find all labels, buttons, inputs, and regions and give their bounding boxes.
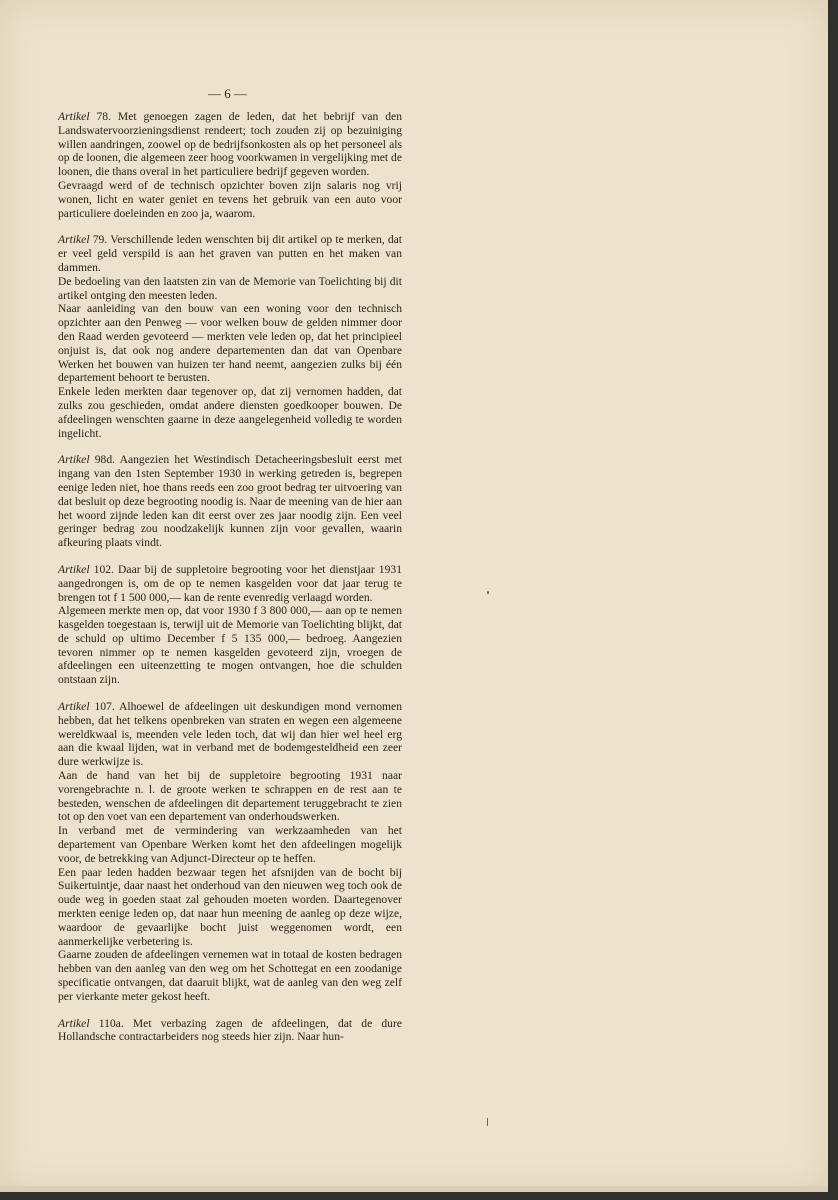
article-102-paragraph-2: Algemeen merkte men op, dat voor 1930 f 3 800 000,— aan op te nemen kasgelden toegestaan is, terwijl uit de Memorie van Toelichting blijkt, dat de schuld op ultimo December f 5 135 000,— bedroeg. Aangezien tevoren nimmer op te nemen kasgelden gevoteerd zijn, vroegen de afdeelingen een uiteenzetting te mogen ontvangen, hoe die schulden ontstaan zijn. xyxy=(58,604,402,687)
article-107-paragraph-3: In verband met de vermindering van werkzaamheden van het departement van Openbare Werken komt het den afdeelingen mogelijk voor, de betrekking van Adjunct-Directeur op te heffen. xyxy=(58,824,402,865)
article-102-paragraph-1: Artikel 102. Daar bij de suppletoire begrooting voor het dienstjaar 1931 aangedrongen is, om de op te nemen kasgelden voor dat jaar terug te brengen tot f 1 500 000,— kan de rente evenredig verlaagd worden. xyxy=(58,562,402,604)
article-label: Artikel xyxy=(58,562,90,576)
article-label: Artikel xyxy=(58,110,90,123)
article-label: Artikel xyxy=(58,700,90,714)
article-78-paragraph-2: Gevraagd werd of de technisch opzichter boven zijn salaris nog vrij wonen, licht en water geniet en tevens het gebruik van een auto voor particuliere doeleinden en zoo ja, waarom. xyxy=(58,178,402,220)
document-body xyxy=(58,110,402,1044)
article-110a-paragraph-1: Artikel 110a. Met verbazing zagen de afdeelingen, dat de dure Hollandsche contractarbeiders nog steeds hier zijn. Naar hun- xyxy=(58,1016,402,1044)
article-107-paragraph-4: Een paar leden hadden bezwaar tegen het afsnijden van de bocht bij Suikertuintje, daar naast het onderhoud van den nieuwen weg toch ook de oude weg in goeden staat zal gehouden moeten worden. Daartegenover merkten eenige leden op, dat naar hun meening de aanleg op deze wijze, waardoor de gevaarlijke bocht juist weggenomen wordt, een aanmerkelijke verbetering is. xyxy=(58,865,402,948)
page-bottom-edge xyxy=(0,1186,828,1192)
article-79-paragraph-1: Artikel 79. Verschillende leden wenschten bij dit artikel op te merken, dat er veel geld verspild is aan het graven van putten en het maken van dammen. xyxy=(58,233,402,274)
article-107-paragraph-1: Artikel 107. Alhoewel de afdeelingen uit deskundigen mond vernomen hebben, dat het telkens openbreken van straten en wegen een algemeene wereldkwaal is, meenden vele leden toch, dat wij dan hier wel heel erg aan die kwaal lijden, wat in verband met de bodemgesteldheid een zeer dure werkwijze is. xyxy=(58,700,402,769)
article-79-paragraph-3: Naar aanleiding van den bouw van een woning voor den technisch opzichter aan den Penweg — voor welken bouw de gelden nimmer door den Raad werden gevoteerd — merkten vele leden op, dat het principieel onjuist is, dat ook nog andere departementen dan dat van Openbare Werken het bouwen van huizen ter hand neemt, aangezien zulks bij één departement behoort te berusten. xyxy=(58,302,402,385)
article-label: Artikel xyxy=(58,1016,90,1030)
article-79-paragraph-4: Enkele leden merkten daar tegenover op, dat zij vernomen hadden, dat zulks zou geschieden, omdat andere diensten goedkooper bouwen. De afdeelingen wenschten gaarne in deze aangelegenheid volledig te worden ingelicht. xyxy=(58,385,402,440)
page-number: — 6 — xyxy=(208,86,247,101)
article-98d-paragraph-1: Artikel 98d. Aangezien het Westindisch Detacheeringsbesluit eerst met ingang van den 1sten September 1930 in werking getreden is, begrepen eenige leden niet, hoe thans reeds een zoo groot bedrag ter uitvoering van dat besluit op deze begrooting noodig is. Naar de meening van de hier aan het woord zijnde leden kan dit eerst over zes jaar noodig zijn. Een veel geringer bedrag zou noodzakelijk kunnen zijn voor gevallen, waarin afkeuring plaats vindt. xyxy=(58,453,402,550)
paper-speck xyxy=(487,591,489,594)
article-label: Artikel xyxy=(58,453,90,467)
article-107-paragraph-5: Gaarne zouden de afdeelingen vernemen wat in totaal de kosten bedragen hebben van den aanleg van den weg om het Schottegat en een zoodanige specificatie ontvangen, dat daaruit blijkt, wat de aanleg van den weg zelf per vierkante meter gekost heeft. xyxy=(58,948,402,1003)
article-107-paragraph-2: Aan de hand van het bij de suppletoire begrooting 1931 naar vorengebrachte n. l. de groote werken te schrappen en de rest aan te besteden, wenschen de afdeelingen dit departement teruggebracht te zien tot op den voet van een departement van onderhoudswerken. xyxy=(58,769,402,824)
article-79-paragraph-2: De bedoeling van den laatsten zin van de Memorie van Toelichting bij dit artikel ontging den meesten leden. xyxy=(58,274,402,302)
paper-speck xyxy=(487,1118,488,1126)
article-label: Artikel xyxy=(58,233,90,247)
article-78-paragraph-1: Artikel 78. Met genoegen zagen de leden, dat het bebrijf van den Landswatervoorzieningsdienst rendeert; toch zouden zij op bezuiniging willen aandringen, zoowel op de bedrijfsonkosten als op het personeel als op de loonen, die algemeen zeer hoog voorkwamen in vergelijking met de loonen, die thans overal in het particuliere bedrijf gegeven worden. xyxy=(58,110,402,179)
